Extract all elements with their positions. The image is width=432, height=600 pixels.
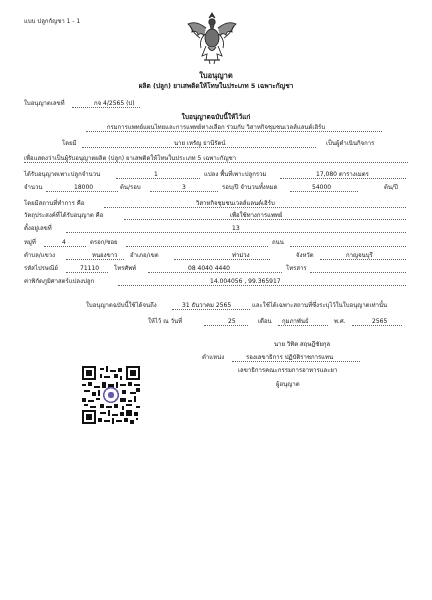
underline <box>116 178 200 179</box>
subdistrict-value: หนองขาว <box>92 252 118 259</box>
place-name-label: โดยมีสถานที่ทำการ คือ <box>24 200 85 207</box>
underline <box>150 191 218 192</box>
soi-label: ตรอก/ซอย <box>90 239 118 246</box>
underline <box>24 162 408 163</box>
qty-label: จำนวน <box>24 184 43 191</box>
license-no-label: ใบอนุญาตเลขที่ <box>24 100 65 107</box>
address-no: 13 <box>232 225 240 232</box>
document-title: ใบอนุญาต <box>199 71 233 80</box>
underline <box>204 325 248 326</box>
coords-value: 14.004056 , 99.365917 <box>210 278 281 285</box>
plots-label: ได้รับอนุญาตเพาะปลูกจำนวน <box>24 171 101 178</box>
coords-label: ค่าพิกัดภูมิศาสตร์แปลงปลูก <box>24 278 95 285</box>
address-no-label: ตั้งอยู่เลขที่ <box>24 225 52 232</box>
postal-label: รหัสไปรษณีย์ <box>24 265 58 272</box>
signer-org: เลขาธิการคณะกรรมการอาหารและยา <box>238 367 338 374</box>
plots-value: 1 <box>154 171 158 178</box>
place-name: วิสาหกิจชุมชนเวลส์แลนด์เฮิร์บ <box>196 200 275 207</box>
purpose-text: เพื่อแสดงว่าเป็นผู้รับอนุญาตผลิต (ปลูก) ยาเสพติดให้โทษในประเภท 5 เฉพาะกัญชา <box>24 155 237 162</box>
underline <box>66 232 406 233</box>
province-value: กาญจนบุรี <box>346 252 373 259</box>
underline <box>352 325 402 326</box>
position-label: ตำแหน่ง <box>202 354 225 361</box>
licensor-label: ผู้อนุญาต <box>276 381 300 388</box>
underline <box>66 259 124 260</box>
grantee-org: กรมการแพทย์แผนไทยและการแพทย์ทางเลือก ร่วมกับ วิสาหกิจชุมชนเวลส์แลนด์เฮิร์บ <box>106 124 326 131</box>
subdistrict-label: ตำบล/แขวง <box>24 252 56 259</box>
form-code: แบบ ปลูกกัญชา 1 - 1 <box>24 18 81 25</box>
underline <box>82 147 316 148</box>
underline <box>118 285 406 286</box>
underline <box>232 361 360 362</box>
operator-role: เป็นผู้ดำเนินกิจการ <box>326 140 375 147</box>
qty-unit: ต้น/รอบ <box>120 184 141 191</box>
by-label: โดยมี <box>62 140 77 147</box>
rounds-unit: รอบ/ปี จำนวนทั้งหมด <box>222 184 278 191</box>
objective-label: วัตถุประสงค์ที่ได้รับอนุญาต คือ <box>24 212 104 219</box>
validity-label: ใบอนุญาตฉบับนี้ใช้ได้จนถึง <box>86 302 157 309</box>
plots-unit: แปลง พื้นที่เพาะปลูกรวม <box>204 171 267 178</box>
qty-value: 18000 <box>74 184 94 191</box>
district-value: ท่าม่วง <box>232 252 250 259</box>
total-unit: ต้น/ปี <box>384 184 398 191</box>
underline <box>72 107 140 108</box>
postal-value: 71110 <box>80 265 100 272</box>
underline <box>86 131 382 132</box>
document-subtitle: ผลิต (ปลูก) ยาเสพติดให้โทษในประเภท 5 เฉพาะกัญชา <box>138 82 294 90</box>
underline <box>172 309 250 310</box>
objective: เพื่อใช้ทางการแพทย์ <box>230 212 283 219</box>
underline <box>278 325 328 326</box>
underline <box>104 207 406 208</box>
underline <box>44 246 86 247</box>
year-label: พ.ศ. <box>334 318 346 325</box>
road-label: ถนน <box>272 239 284 246</box>
signer-name: นาย วิทิต สฤษฎีชัยกุล <box>274 341 331 348</box>
underline <box>290 191 358 192</box>
total-value: 54000 <box>312 184 332 191</box>
underline <box>280 178 406 179</box>
underline <box>290 246 406 247</box>
validity-date: 31 ธันวาคม 2565 <box>182 302 232 309</box>
month-label: เดือน <box>258 318 272 325</box>
phone-label: โทรศัพท์ <box>114 265 137 272</box>
district-label: อำเภอ/เขต <box>130 252 159 259</box>
underline <box>148 272 282 273</box>
qr-code-icon <box>82 366 140 424</box>
license-no-value: กจ 4/2565 (ป) <box>94 100 135 107</box>
underline <box>46 191 118 192</box>
issued-year: 2565 <box>372 318 388 325</box>
signer-position: รองเลขาธิการ ปฏิบัติราชการแทน <box>246 354 334 361</box>
operator-name: นาย เหรัญ ธานีรัตน์ <box>174 140 226 147</box>
area-value: 17,080 ตารางเมตร <box>316 171 369 178</box>
phone-value: 08 4040 4440 <box>188 265 230 272</box>
province-label: จังหวัด <box>296 252 314 259</box>
moo-value: 4 <box>62 239 66 246</box>
garuda-emblem-icon <box>184 10 240 66</box>
rounds-value: 3 <box>182 184 186 191</box>
issued-month: กุมภาพันธ์ <box>282 318 309 325</box>
underline <box>310 272 406 273</box>
validity-suffix: และใช้ได้เฉพาะสถานที่ซึ่งระบุไว้ในใบอนุญาตเท่านั้น <box>252 302 388 309</box>
underline <box>320 259 406 260</box>
granted-heading: ใบอนุญาตฉบับนี้ให้ไว้แก่ <box>181 113 251 121</box>
underline <box>174 259 270 260</box>
fax-label: โทรสาร <box>286 265 307 272</box>
issued-day: 25 <box>228 318 236 325</box>
issued-label: ให้ไว้ ณ วันที่ <box>148 318 183 325</box>
underline <box>124 219 406 220</box>
underline <box>66 272 108 273</box>
underline <box>126 246 268 247</box>
moo-label: หมู่ที่ <box>24 239 36 246</box>
